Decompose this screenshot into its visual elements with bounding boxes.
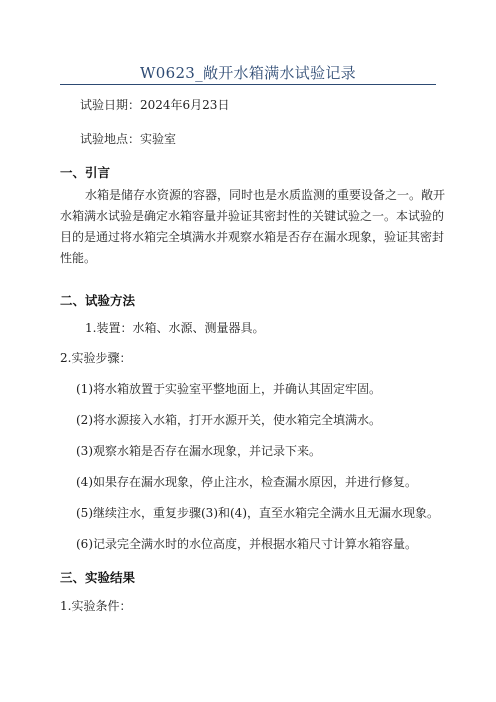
section-heading-introduction: 一、引言 xyxy=(60,165,111,180)
section-heading-results: 三、实验结果 xyxy=(60,570,136,585)
title-underline xyxy=(60,84,436,85)
paragraph-line: 目的是通过将水箱完全填满水并观察水箱是否存在漏水现象，验证其密封 xyxy=(60,230,445,244)
procedure-step: (4)如果存在漏水现象，停止注水，检查漏水原因，并进行修复。 xyxy=(76,475,418,489)
procedure-step: (1)将水箱放置于实验室平整地面上，并确认其固定牢固。 xyxy=(76,382,382,396)
test-location: 试验地点：实验室 xyxy=(80,132,177,146)
paragraph-line: 水箱满水试验是确定水箱容量并验证其密封性的关键试验之一。本试验的 xyxy=(60,209,445,223)
test-date: 试验日期：2024年6月23日 xyxy=(80,98,230,112)
results-item-conditions: 1.实验条件： xyxy=(60,599,132,613)
paragraph-line: 性能。 xyxy=(60,251,97,265)
method-item-procedure: 2.实验步骤： xyxy=(60,351,132,365)
procedure-step: (3)观察水箱是否存在漏水现象，并记录下来。 xyxy=(76,444,321,458)
procedure-step: (6)记录完全满水时的水位高度，并根据水箱尺寸计算水箱容量。 xyxy=(76,537,418,551)
section-heading-method: 二、试验方法 xyxy=(60,293,136,308)
paragraph-line: 水箱是储存水资源的容器，同时也是水质监测的重要设备之一。敞开 xyxy=(85,188,446,202)
introduction-paragraph xyxy=(60,185,446,269)
method-item-apparatus: 1.装置：水箱、水源、测量器具。 xyxy=(85,321,265,335)
procedure-step: (2)将水源接入水箱，打开水源开关，使水箱完全填满水。 xyxy=(76,413,382,427)
procedure-step: (5)继续注水，重复步骤(3)和(4)，直至水箱完全满水且无漏水现象。 xyxy=(76,506,439,520)
document-title: W0623_敞开水箱满水试验记录 xyxy=(140,64,356,82)
